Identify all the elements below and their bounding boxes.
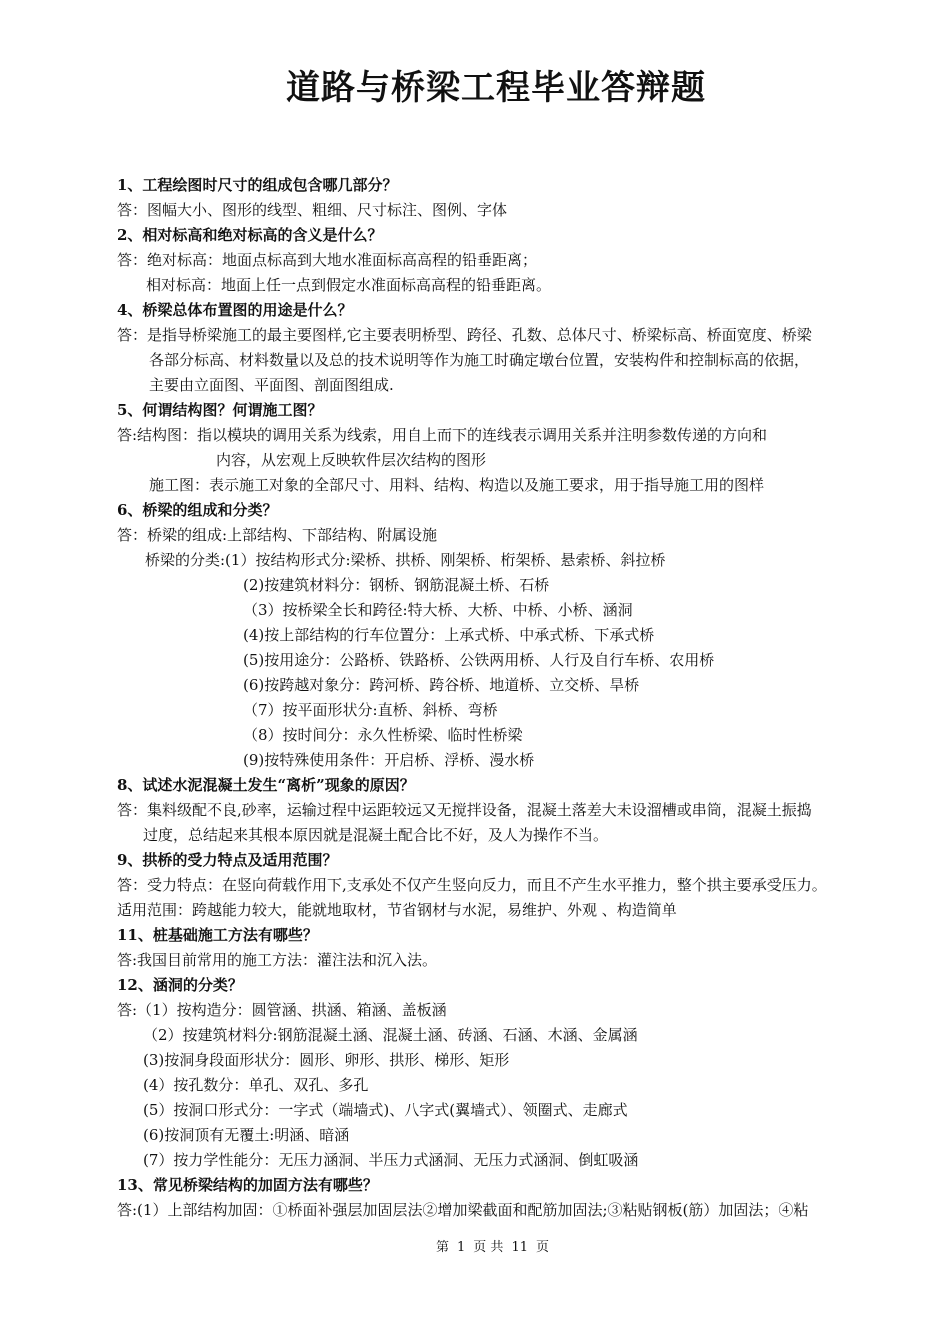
- question-line: 6、桥梁的组成和分类？: [117, 501, 278, 519]
- answer-line: 答:(1）上部结构加固：①桥面补强层加固层法②增加梁截面和配筋加固法;③粘贴钢板(筋）加固法；④粘: [117, 1201, 809, 1219]
- question-line: 11、桩基础施工方法有哪些？: [117, 926, 318, 944]
- answer-line: 答：绝对标高：地面点标高到大地水准面标高高程的铅垂距离；: [117, 251, 538, 269]
- page-footer: [0, 1236, 950, 1255]
- footer-page-number: 1: [457, 1240, 466, 1255]
- answer-line: (4）按孔数分：单孔、双孔、多孔: [143, 1076, 369, 1094]
- answer-line: （2）按建筑材料分:钢筋混凝土涵、混凝土涵、砖涵、石涵、木涵、金属涵: [143, 1026, 638, 1044]
- question-line: 13、常见桥梁结构的加固方法有哪些？: [117, 1176, 378, 1194]
- question-line: 9、拱桥的受力特点及适用范围？: [117, 851, 338, 869]
- answer-line: 答：集料级配不良,砂率，运输过程中运距较远又无搅拌设备，混凝土落差大未设溜槽或串筒，混凝土振捣: [117, 801, 812, 819]
- answer-line: （7）按平面形状分:直桥、斜桥、弯桥: [243, 701, 498, 719]
- footer-prefix: 第: [436, 1240, 450, 1255]
- answer-line: 答:我国目前常用的施工方法：灌注法和沉入法。: [117, 951, 438, 969]
- answer-line: 桥梁的分类:(1）按结构形式分:梁桥、拱桥、刚架桥、桁架桥、悬索桥、斜拉桥: [145, 551, 666, 569]
- answer-line: (2)按建筑材料分：钢桥、钢筋混凝土桥、石桥: [243, 576, 550, 594]
- answer-line: 适用范围：跨越能力较大，能就地取材，节省钢材与水泥，易维护、外观 、构造简单: [117, 901, 677, 919]
- question-line: 8、试述水泥混凝土发生“离析”现象的原因？: [117, 776, 415, 794]
- answer-line: (7）按力学性能分：无压力涵洞、半压力式涵洞、无压力式涵洞、倒虹吸涵: [143, 1151, 639, 1169]
- answer-line: （3）按桥梁全长和跨径:特大桥、大桥、中桥、小桥、涵洞: [243, 601, 633, 619]
- answer-line: 答：图幅大小、图形的线型、粗细、尺寸标注、图例、字体: [117, 201, 508, 219]
- answer-line: (3)按洞身段面形状分：圆形、卵形、拱形、梯形、矩形: [143, 1051, 510, 1069]
- question-line: 1、工程绘图时尺寸的组成包含哪几部分？: [117, 176, 398, 194]
- answer-line: 答:结构图：指以模块的调用关系为线索，用自上而下的连线表示调用关系并注明参数传递的方向和: [117, 426, 768, 444]
- answer-line: （8）按时间分：永久性桥梁、临时性桥梁: [243, 726, 523, 744]
- footer-total-pages: 11: [511, 1240, 528, 1255]
- question-line: 2、相对标高和绝对标高的含义是什么？: [117, 226, 383, 244]
- answer-line: (4)按上部结构的行车位置分：上承式桥、中承式桥、下承式桥: [243, 626, 655, 644]
- answer-line: 各部分标高、材料数量以及总的技术说明等作为施工时确定墩台位置，安装构件和控制标高的依据，: [149, 351, 810, 369]
- answer-line: 答：受力特点：在竖向荷载作用下,支承处不仅产生竖向反力，而且不产生水平推力，整个拱主要承受压力。: [117, 876, 827, 894]
- footer-suffix: 页: [535, 1240, 549, 1255]
- question-line: 12、涵洞的分类？: [117, 976, 243, 994]
- answer-line: (6)按跨越对象分：跨河桥、跨谷桥、地道桥、立交桥、旱桥: [243, 676, 640, 694]
- answer-line: (6)按洞顶有无覆土:明涵、暗涵: [143, 1126, 350, 1144]
- answer-line: (5）按洞口形式分：一字式（端墙式)、八字式(翼墙式）、领圈式、走廊式: [143, 1101, 628, 1119]
- answer-line: 答：是指导桥梁施工的最主要图样,它主要表明桥型、跨径、孔数、总体尺寸、桥梁标高、桥面宽度、桥梁: [117, 326, 812, 344]
- answer-line: 相对标高：地面上任一点到假定水准面标高高程的铅垂距离。: [146, 276, 552, 294]
- answer-line: 施工图：表示施工对象的全部尺寸、用料、结构、构造以及施工要求，用于指导施工用的图样: [149, 476, 765, 494]
- answer-line: (9)按特殊使用条件：开启桥、浮桥、漫水桥: [243, 751, 535, 769]
- answer-line: 答：桥梁的组成:上部结构、下部结构、附属设施: [117, 526, 438, 544]
- question-line: 4、桥梁总体布置图的用途是什么？: [117, 301, 353, 319]
- answer-line: 答:（1）按构造分：圆管涵、拱涵、箱涵、盖板涵: [117, 1001, 447, 1019]
- answer-line: 主要由立面图、平面图、剖面图组成.: [149, 376, 394, 394]
- footer-middle: 页 共: [473, 1240, 504, 1255]
- document-title: 道路与桥梁工程毕业答辩题: [286, 68, 706, 108]
- answer-line: 过度，总结起来其根本原因就是混凝土配合比不好，及人为操作不当。: [143, 826, 609, 844]
- answer-line: (5)按用途分：公路桥、铁路桥、公铁两用桥、人行及自行车桥、农用桥: [243, 651, 715, 669]
- question-line: 5、何谓结构图？何谓施工图？: [117, 401, 323, 419]
- answer-line: 内容，从宏观上反映软件层次结构的图形: [216, 451, 487, 469]
